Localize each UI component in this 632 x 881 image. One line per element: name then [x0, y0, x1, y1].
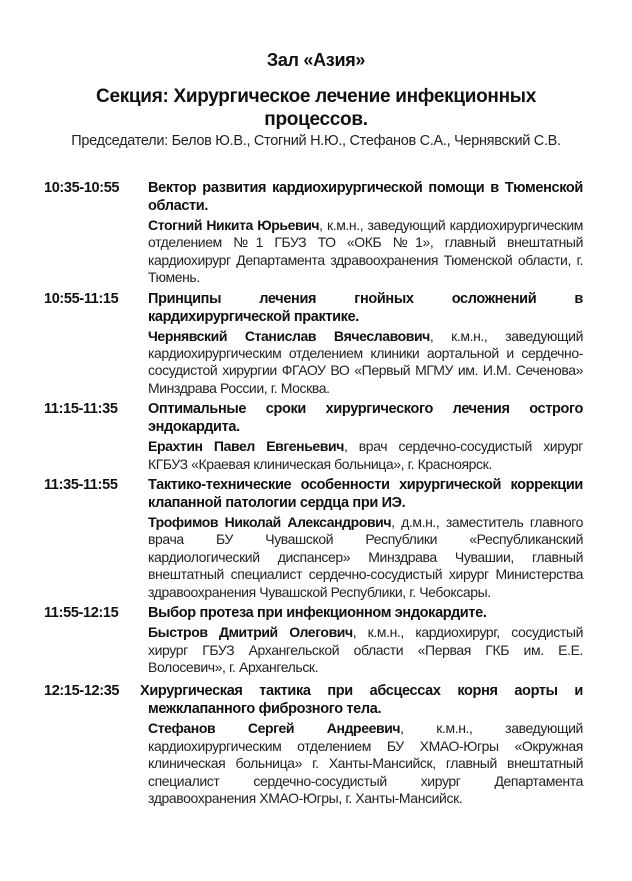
speaker-details: , к.м.н., кардиохирург, сосудистый хирург ГБУЗ Архангельской области «Первая ГКБ им. Е.Е. Волосевич», г. Архангельск. [148, 624, 583, 675]
entry-title: Хирургическая тактика при абсцессах корня аорты и межклапанного фиброзного тела. [140, 683, 583, 718]
program-entry [44, 179, 583, 287]
speaker-name: Трофимов Николай Александрович [148, 514, 392, 531]
entry-title: Вектор развития кардиохирургической помощи в Тюменской области. [148, 180, 583, 214]
program-entry [44, 290, 583, 398]
entry-time: 11:55-12:15 [44, 605, 119, 622]
program-entry [44, 400, 583, 473]
entry-title: Выбор протеза при инфекционном эндокардите. [148, 605, 487, 622]
entry-time: 10:55-11:15 [44, 290, 119, 307]
entry-title: Оптимальные сроки хирургического лечения острого эндокардита. [148, 401, 583, 436]
entry-time: 12:15-12:35 [44, 683, 120, 700]
program-list [44, 179, 583, 810]
chairs: Председатели: Белов Ю.В., Стогний Н.Ю., Стефанов С.А., Чернявский С.В. [71, 133, 561, 149]
entry-title: Принципы лечения гнойных осложнений в кардихирургической практике. [148, 290, 583, 325]
entry-title: Тактико-технические особенности хирургической коррекции клапанной патологии сердца при ИЭ. [148, 477, 583, 512]
speaker-details: , врач сердечно-сосудистый хирург КГБУЗ «Краевая клиническая больница», г. Красноярск. [148, 438, 583, 472]
entry-time: 10:35-10:55 [44, 180, 120, 196]
speaker-name: Чернявский Станислав Вячеславович [148, 327, 430, 344]
program-entry [44, 682, 583, 807]
program-entry [44, 476, 583, 601]
entry-time: 11:15-11:35 [44, 401, 118, 418]
speaker-name: Стефанов Сергей Андреевич [148, 720, 401, 737]
speaker-details: , к.м.н., заведующий кардиохирургическим отделением клиники аортальной и сердечно-сосудистой хирургии ФГАОУ ВО «Первый МГМУ им. И.М. Сеченова» Минздрава России, г. Москва. [148, 327, 583, 396]
speaker-details: , д.м.н., заместитель главного врача БУ Чувашской Республики «Республиканский кардиологический диспансер» Минздрава Чувашии, главный внештатный специалист сердечно-сосудистый хирург Министерства здравоохранения Чувашской Республики, г. Чебоксары. [148, 514, 584, 600]
speaker-name: Быстров Дмитрий Олегович [148, 624, 353, 641]
entry-time: 11:35-11:55 [44, 477, 118, 494]
speaker-details: , к.м.н., заведующий кардиохирургическим отделением №1 ГБУЗ ТО «ОКБ №1», главный внештатный кардиохирург Департамента здравоохранения Тюменской области, г. Тюмень. [148, 217, 583, 286]
speaker-name: Ерахтин Павел Евгеньевич [148, 438, 344, 455]
speaker-details: , к.м.н., заведующий кардиохирургическим отделением БУ ХМАО-Югры «Окружная клиническая больница» г. Ханты-Мансийск, главный внештатный специалист сердечно-сосудистый хирург Департамента здравоохранения ХМАО-Югры, г. Ханты-Мансийск. [148, 720, 583, 806]
program-entry [44, 604, 583, 676]
speaker-name: Стогний Никита Юрьевич [148, 217, 320, 233]
section-title: Секция: Хирургическое лечение инфекционных процессов. [96, 86, 536, 130]
hall-title: Зал «Азия» [266, 50, 366, 70]
